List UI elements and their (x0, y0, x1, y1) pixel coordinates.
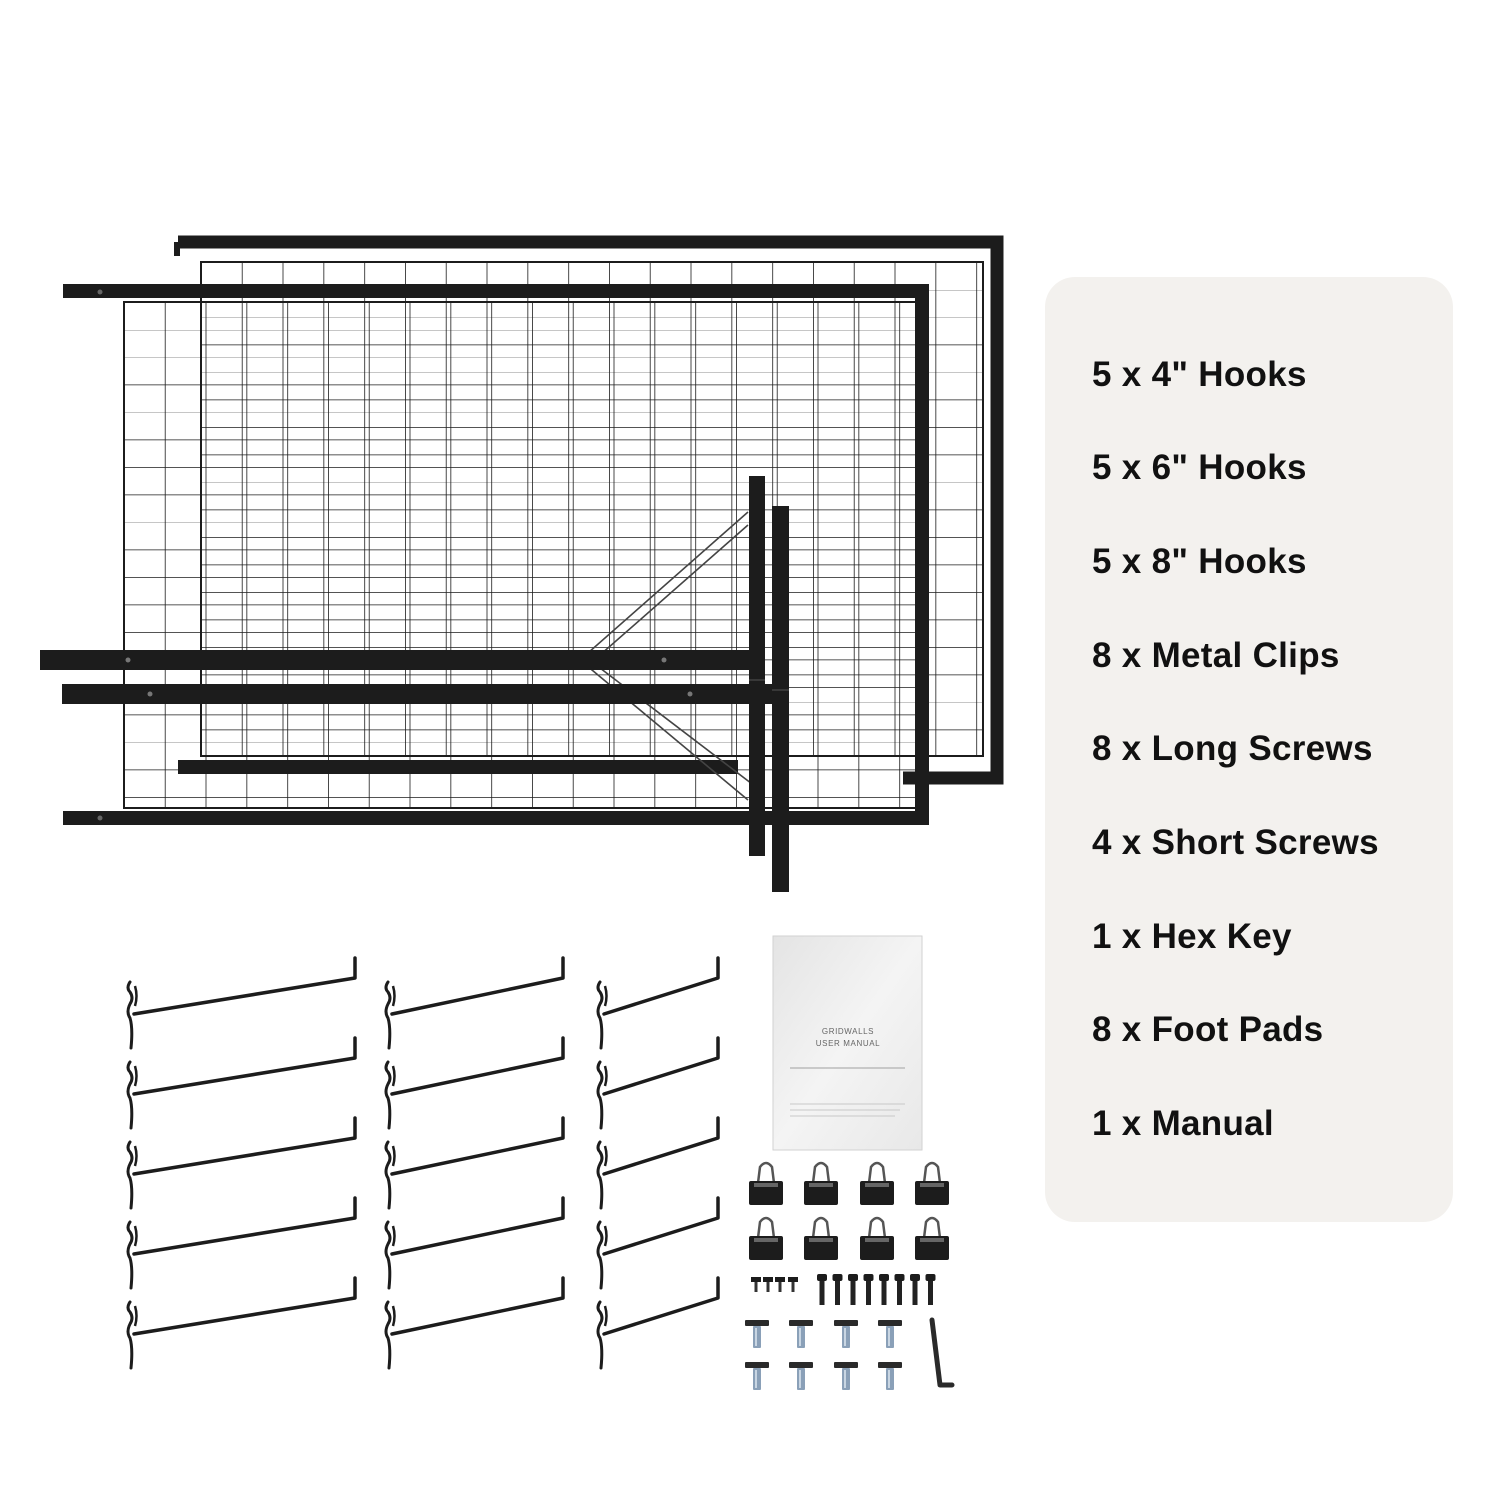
long-screw (926, 1274, 936, 1305)
parts-item-4in-hooks: 5 x 4" Hooks (1092, 355, 1307, 394)
long-screw (864, 1274, 874, 1305)
screws (751, 1274, 936, 1305)
hook (386, 1198, 563, 1288)
binder-clip (804, 1163, 838, 1205)
binder-clip (915, 1218, 949, 1260)
binder-clip (804, 1218, 838, 1260)
hook (386, 1038, 563, 1128)
binder-clip (749, 1163, 783, 1205)
parts-item-foot-pads: 8 x Foot Pads (1092, 1010, 1324, 1049)
parts-item-metal-clips: 8 x Metal Clips (1092, 636, 1340, 675)
binder-clip (860, 1218, 894, 1260)
foot-pad (745, 1362, 769, 1390)
parts-item-manual: 1 x Manual (1092, 1104, 1274, 1143)
foot-pad (789, 1320, 813, 1348)
foot-pad (789, 1362, 813, 1390)
parts-item-long-screws: 8 x Long Screws (1092, 729, 1373, 768)
foot-pad (878, 1320, 902, 1348)
parts-item-6in-hooks: 5 x 6" Hooks (1092, 448, 1307, 487)
parts-item-8in-hooks: 5 x 8" Hooks (1092, 542, 1307, 581)
hook (128, 958, 355, 1048)
hook (128, 1118, 355, 1208)
short-screw (788, 1277, 798, 1292)
manual-subtitle: USER MANUAL (815, 1039, 881, 1048)
long-screw (895, 1274, 905, 1305)
long-screw (848, 1274, 858, 1305)
binder-clip (749, 1218, 783, 1260)
binder-clip (860, 1163, 894, 1205)
metal-clips (749, 1163, 949, 1260)
manual-brand: GRIDWALLS (821, 1027, 875, 1036)
hook (598, 1118, 718, 1208)
hook (386, 958, 563, 1048)
long-screw (879, 1274, 889, 1305)
foot-pads (745, 1320, 902, 1390)
binder-clip (915, 1163, 949, 1205)
hook (128, 1038, 355, 1128)
short-screw (751, 1277, 761, 1292)
hook (128, 1278, 355, 1368)
short-screw (775, 1277, 785, 1292)
hook (128, 1198, 355, 1288)
foot-pad (834, 1362, 858, 1390)
hook (598, 1278, 718, 1368)
short-screw (763, 1277, 773, 1292)
long-screw (817, 1274, 827, 1305)
long-screw (910, 1274, 920, 1305)
hex-key (932, 1320, 952, 1385)
hook (386, 1278, 563, 1368)
foot-pad (878, 1362, 902, 1390)
long-screw (833, 1274, 843, 1305)
hook (598, 1198, 718, 1288)
parts-item-hex-key: 1 x Hex Key (1092, 917, 1292, 956)
hook-set (128, 958, 718, 1368)
front-grid-panel (63, 290, 922, 821)
manual-cover-text (780, 1026, 916, 1050)
parts-item-short-screws: 4 x Short Screws (1092, 823, 1379, 862)
hook (598, 1038, 718, 1128)
hook (598, 958, 718, 1048)
frame-bar (178, 760, 738, 774)
foot-pad (834, 1320, 858, 1348)
hook (386, 1118, 563, 1208)
foot-pad (745, 1320, 769, 1348)
